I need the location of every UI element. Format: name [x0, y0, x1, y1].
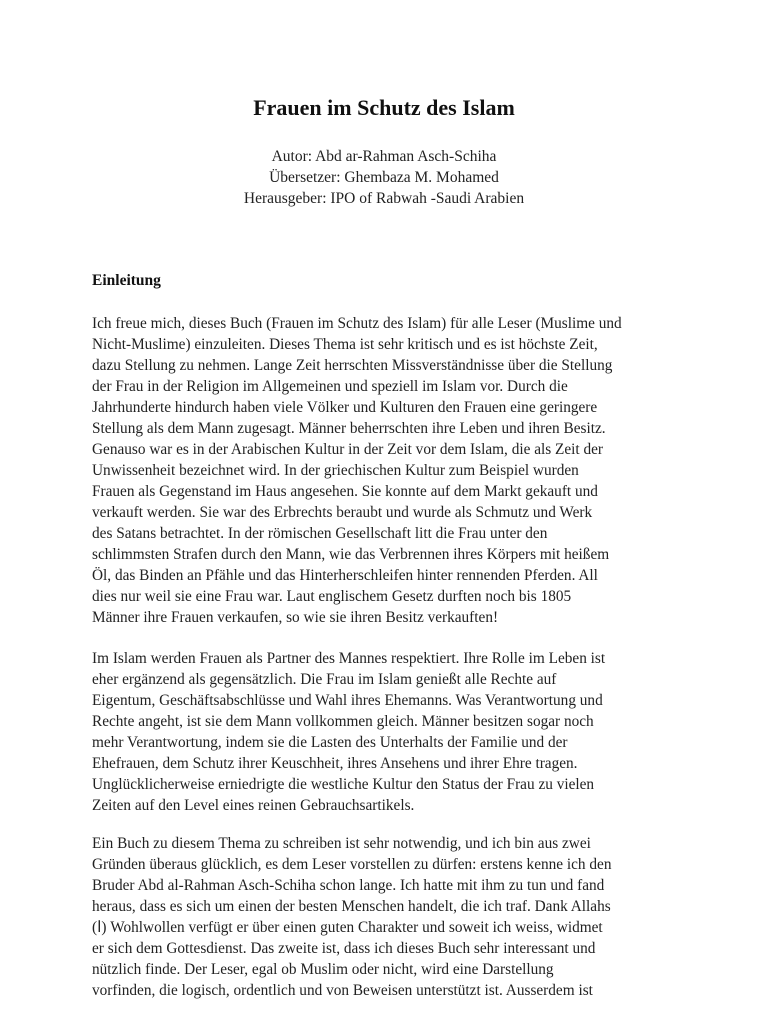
text-line: Eigentum, Geschäftsabschlüsse und Wahl ihres Ehemanns. Was Verantwortung und	[92, 692, 603, 709]
text-line: Genauso war es in der Arabischen Kultur in der Zeit vor dem Islam, die als Zeit der	[92, 441, 604, 458]
text-line: dies nur weil sie eine Frau war. Laut englischem Gesetz durften noch bis 1805	[92, 588, 572, 605]
text-line: er sich dem Gottesdienst. Das zweite ist, dass ich dieses Buch sehr interessant und	[92, 940, 596, 957]
text-line: (ا) Wohlwollen verfügt er über einen guten Charakter und soweit ich weiss, widmet	[92, 919, 603, 936]
text-line: dazu Stellung zu nehmen. Lange Zeit herrschten Missverständnisse über die Stellung	[92, 357, 613, 374]
text-line: Ehefrauen, dem Schutz ihrer Keuschheit, ihres Ansehens und ihrer Ehre tragen.	[92, 755, 578, 772]
text-line: verkauft werden. Sie war des Erbrechts beraubt und wurde als Schmutz und Werk	[92, 504, 593, 521]
paragraph-3	[92, 833, 692, 1001]
text-line: Ich freue mich, dieses Buch (Frauen im Schutz des Islam) für alle Leser (Muslime und	[92, 315, 622, 332]
text-line: Rechte angeht, ist sie dem Mann vollkommen gleich. Männer besitzen sogar noch	[92, 713, 594, 730]
page-title: Frauen im Schutz des Islam	[253, 95, 515, 120]
section-heading: Einleitung	[92, 272, 161, 289]
text-line: Unwissenheit bezeichnet wird. In der griechischen Kultur zum Beispiel wurden	[92, 462, 579, 479]
text-line: der Frau in der Religion im Allgemeinen und speziell im Islam vor. Durch die	[92, 378, 568, 395]
text-line: schlimmsten Strafen durch den Mann, wie das Verbrennen ihres Körpers mit heißem	[92, 546, 610, 563]
text-line: Frauen als Gegenstand im Haus angesehen. Sie konnte auf dem Markt gekauft und	[92, 483, 598, 500]
text-line: des Satans betrachtet. In der römischen Gesellschaft litt die Frau unter den	[92, 525, 548, 542]
text-line: heraus, dass es sich um einen der besten Menschen handelt, die ich traf. Dank Allahs	[92, 898, 611, 915]
text-line: eher ergänzend als gegensätzlich. Die Frau im Islam genießt alle Rechte auf	[92, 671, 557, 688]
credits-block	[0, 146, 768, 209]
text-line: Öl, das Binden an Pfähle und das Hinterherschleifen hinter rennenden Pferden. All	[92, 567, 598, 584]
text-line: Ein Buch zu diesem Thema zu schreiben ist sehr notwendig, und ich bin aus zwei	[92, 835, 591, 852]
text-line: Gründen überaus glücklich, es dem Leser vorstellen zu dürfen: erstens kenne ich den	[92, 856, 612, 873]
publisher-line: Herausgeber: IPO of Rabwah -Saudi Arabien	[243, 190, 525, 207]
paragraph-1	[92, 313, 692, 628]
text-line: Nicht-Muslime) einzuleiten. Dieses Thema ist sehr kritisch und es ist höchste Zeit,	[92, 336, 598, 353]
text-line: Im Islam werden Frauen als Partner des Mannes respektiert. Ihre Rolle im Leben ist	[92, 650, 606, 667]
text-line: Zeiten auf den Level eines reinen Gebrauchsartikels.	[92, 797, 415, 814]
text-line: vorfinden, die logisch, ordentlich und von Beweisen unterstützt ist. Ausserdem ist	[92, 982, 593, 999]
text-line: Jahrhunderte hindurch haben viele Völker und Kulturen den Frauen eine geringere	[92, 399, 598, 416]
text-line: mehr Verantwortung, indem sie die Lasten des Unterhalts der Familie und der	[92, 734, 568, 751]
text-line: nützlich finde. Der Leser, egal ob Muslim oder nicht, wird eine Darstellung	[92, 961, 554, 978]
text-line: Stellung als dem Mann zugesagt. Männer beherrschten ihre Leben und ihren Besitz.	[92, 420, 606, 437]
author-line: Autor: Abd ar-Rahman Asch-Schiha	[271, 148, 497, 165]
text-line: Männer ihre Frauen verkaufen, so wie sie ihren Besitz verkauften!	[92, 609, 499, 626]
paragraph-2	[92, 648, 692, 816]
text-line: Unglücklicherweise erniedrigte die westliche Kultur den Status der Frau zu vielen	[92, 776, 595, 793]
translator-line: Übersetzer: Ghembaza M. Mohamed	[269, 169, 499, 186]
text-line: Bruder Abd al-Rahman Asch-Schiha schon lange. Ich hatte mit ihm zu tun und fand	[92, 877, 605, 894]
